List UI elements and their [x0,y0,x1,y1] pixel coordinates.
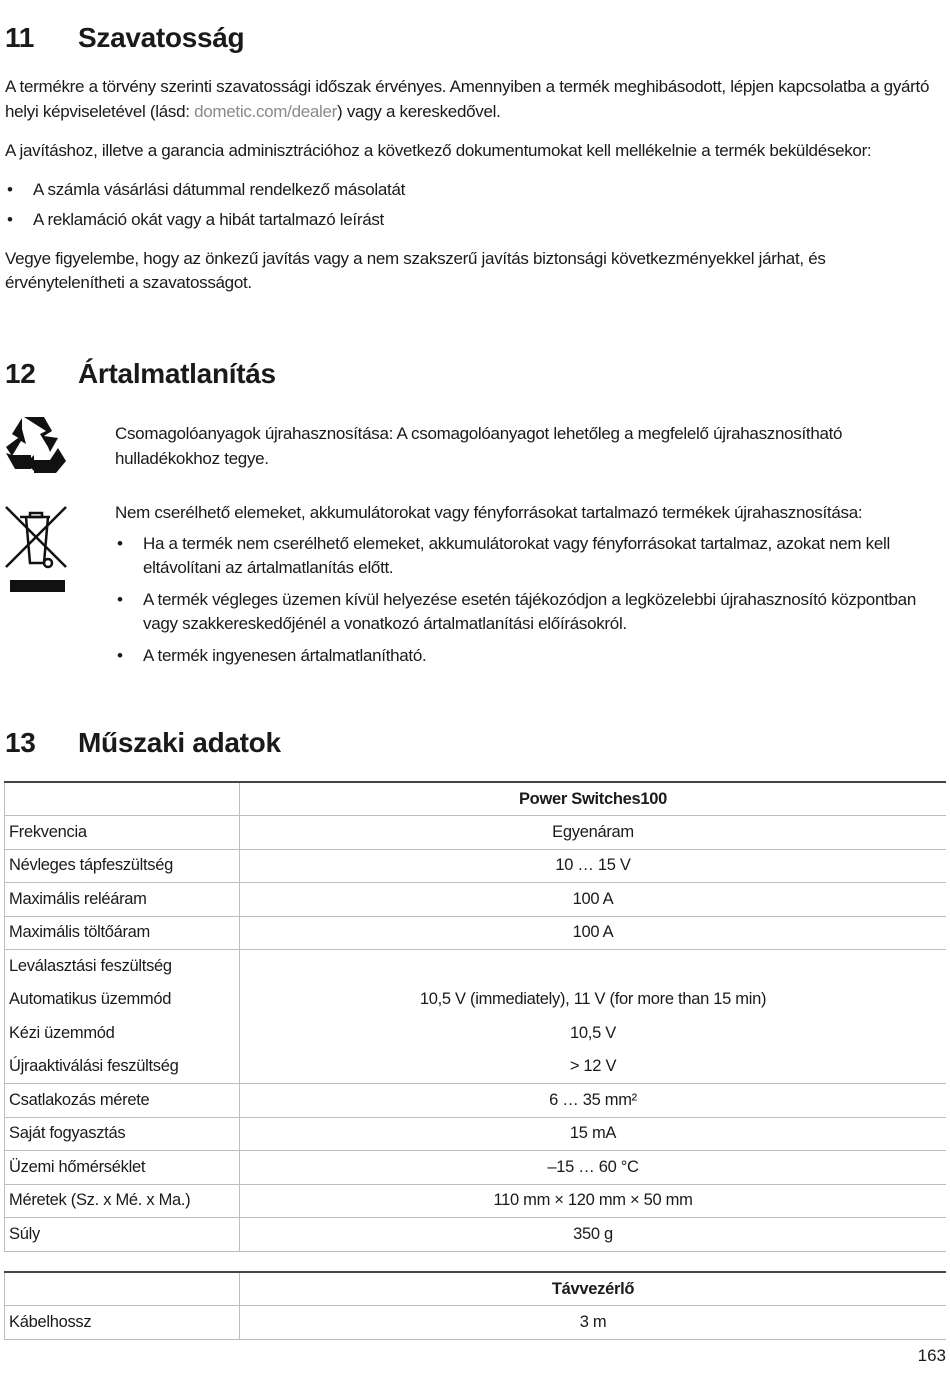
table-row [5,916,947,950]
spec-value: 10 … 15 V [240,849,947,883]
dealer-link[interactable]: dometic.com/dealer [194,101,338,121]
spec-label: Saját fogyasztás [5,1117,240,1151]
table-row [5,1084,947,1118]
table-row [5,883,947,917]
spec-value: 100 A [240,916,947,950]
spec-label: Maximális reléáram [5,883,240,917]
spec-label: Újraaktiválási feszültség [5,1050,240,1084]
table-header-row [5,1272,947,1306]
weee-list [115,532,935,669]
list-item: • A reklamáció okát vagy a hibát tartalmazó leírást [5,208,935,233]
spec-value: 110 mm × 120 mm × 50 mm [240,1184,947,1218]
warranty-paragraph: A termékre a törvény szerinti szavatossági időszak érvényes. Amennyiben a termék meghibásodott, lépjen kapcsolatba a gyártó helyi képviseletével (lásd: dometic.com/dealer) vagy a kereskedővel. [5,77,930,121]
spec-value [240,950,947,984]
table-row [5,1050,947,1084]
spec-value: 10,5 V [240,1017,947,1051]
spec-value: 10,5 V (immediately), 11 V (for more than 15 min) [240,983,947,1017]
specs-table [4,781,946,1252]
spec-label: Súly [5,1218,240,1252]
section-12-heading: 12 Ártalmatlanítás [5,358,276,389]
table-row [5,983,947,1017]
recycle-icon [4,415,68,475]
spec-value: 15 mA [240,1117,947,1151]
page-number: 163 [917,1346,946,1365]
documents-paragraph: A javításhoz, illetve a garancia adminisztrációhoz a következő dokumentumokat kell mellékelnie a termék beküldésekor: [5,141,872,160]
list-item: • A termék végleges üzemen kívül helyezése esetén tájékozódjon a legközelebbi újrahasznosító központban vagy szakkereskedőjénél a vonatkozó ártalmatlanítási előírásokról. [115,588,935,637]
spec-label: Maximális töltőáram [5,916,240,950]
weee-bin-icon [4,503,68,595]
spec-label: Méretek (Sz. x Mé. x Ma.) [5,1184,240,1218]
spec-value: 100 A [240,883,947,917]
packaging-recycling-text: Csomagolóanyagok újrahasznosítása: A csomagolóanyagot lehetőleg a megfelelő újrahasznosítható hulladékokhoz tegye. [115,424,843,468]
table-row [5,1151,947,1185]
spec-label: Leválasztási feszültség [5,950,240,984]
spec-label: Kézi üzemmód [5,1017,240,1051]
table-header-row [5,782,947,816]
column-header: Power Switches100 [240,782,947,816]
spec-value: Egyenáram [240,816,947,850]
remote-table [4,1271,946,1340]
repair-note: Vegye figyelembe, hogy az önkezű javítás vagy a nem szakszerű javítás biztonsági következményekkel járhat, és érvénytelenítheti a szavatosságot. [5,248,826,292]
weee-section: Nem cserélhető elemeket, akkumulátorokat vagy fényforrásokat tartalmazó termékek újrahasznosítása: • Ha a termék nem cserélhető elemeket, akkumulátorokat vagy fényforrásokat tartalmaz, azokat nem kell eltávolítani az ártalmatlanítás előtt. • A termék végleges üzemen kívül helyezése esetén tájékozódjon a legközelebbi újrahasznosító központban vagy szakkereskedőjénél a vonatkozó ártalmatlanítási előírásokról. • A termék ingyenesen ártalmatlanítható. [115,501,935,668]
section-13-heading: 13 Műszaki adatok [5,727,281,758]
table-row: Kábelhossz 3 m [5,1306,947,1340]
table-row [5,1017,947,1051]
list-item: • A termék ingyenesen ártalmatlanítható. [115,644,935,669]
table-row [5,950,947,984]
spec-label: Névleges tápfeszültség [5,849,240,883]
list-item: • Ha a termék nem cserélhető elemeket, akkumulátorokat vagy fényforrásokat tartalmaz, azokat nem kell eltávolítani az ártalmatlanítás előtt. [115,532,935,581]
spec-label: Üzemi hőmérséklet [5,1151,240,1185]
table-row [5,1117,947,1151]
documents-list [5,178,935,233]
spec-label: Csatlakozás mérete [5,1084,240,1118]
section-11-body [5,75,935,296]
section-11-heading: 11 Szavatosság [5,22,245,53]
table-row [5,849,947,883]
spec-value: > 12 V [240,1050,947,1084]
spec-label: Frekvencia [5,816,240,850]
list-item: • A számla vásárlási dátummal rendelkező másolatát [5,178,935,203]
spec-value: –15 … 60 °C [240,1151,947,1185]
table-row [5,1218,947,1252]
table-row [5,1184,947,1218]
table-row [5,816,947,850]
spec-label: Automatikus üzemmód [5,983,240,1017]
spec-value: 350 g [240,1218,947,1252]
column-header: Távvezérlő [240,1272,947,1306]
spec-value: 6 … 35 mm² [240,1084,947,1118]
